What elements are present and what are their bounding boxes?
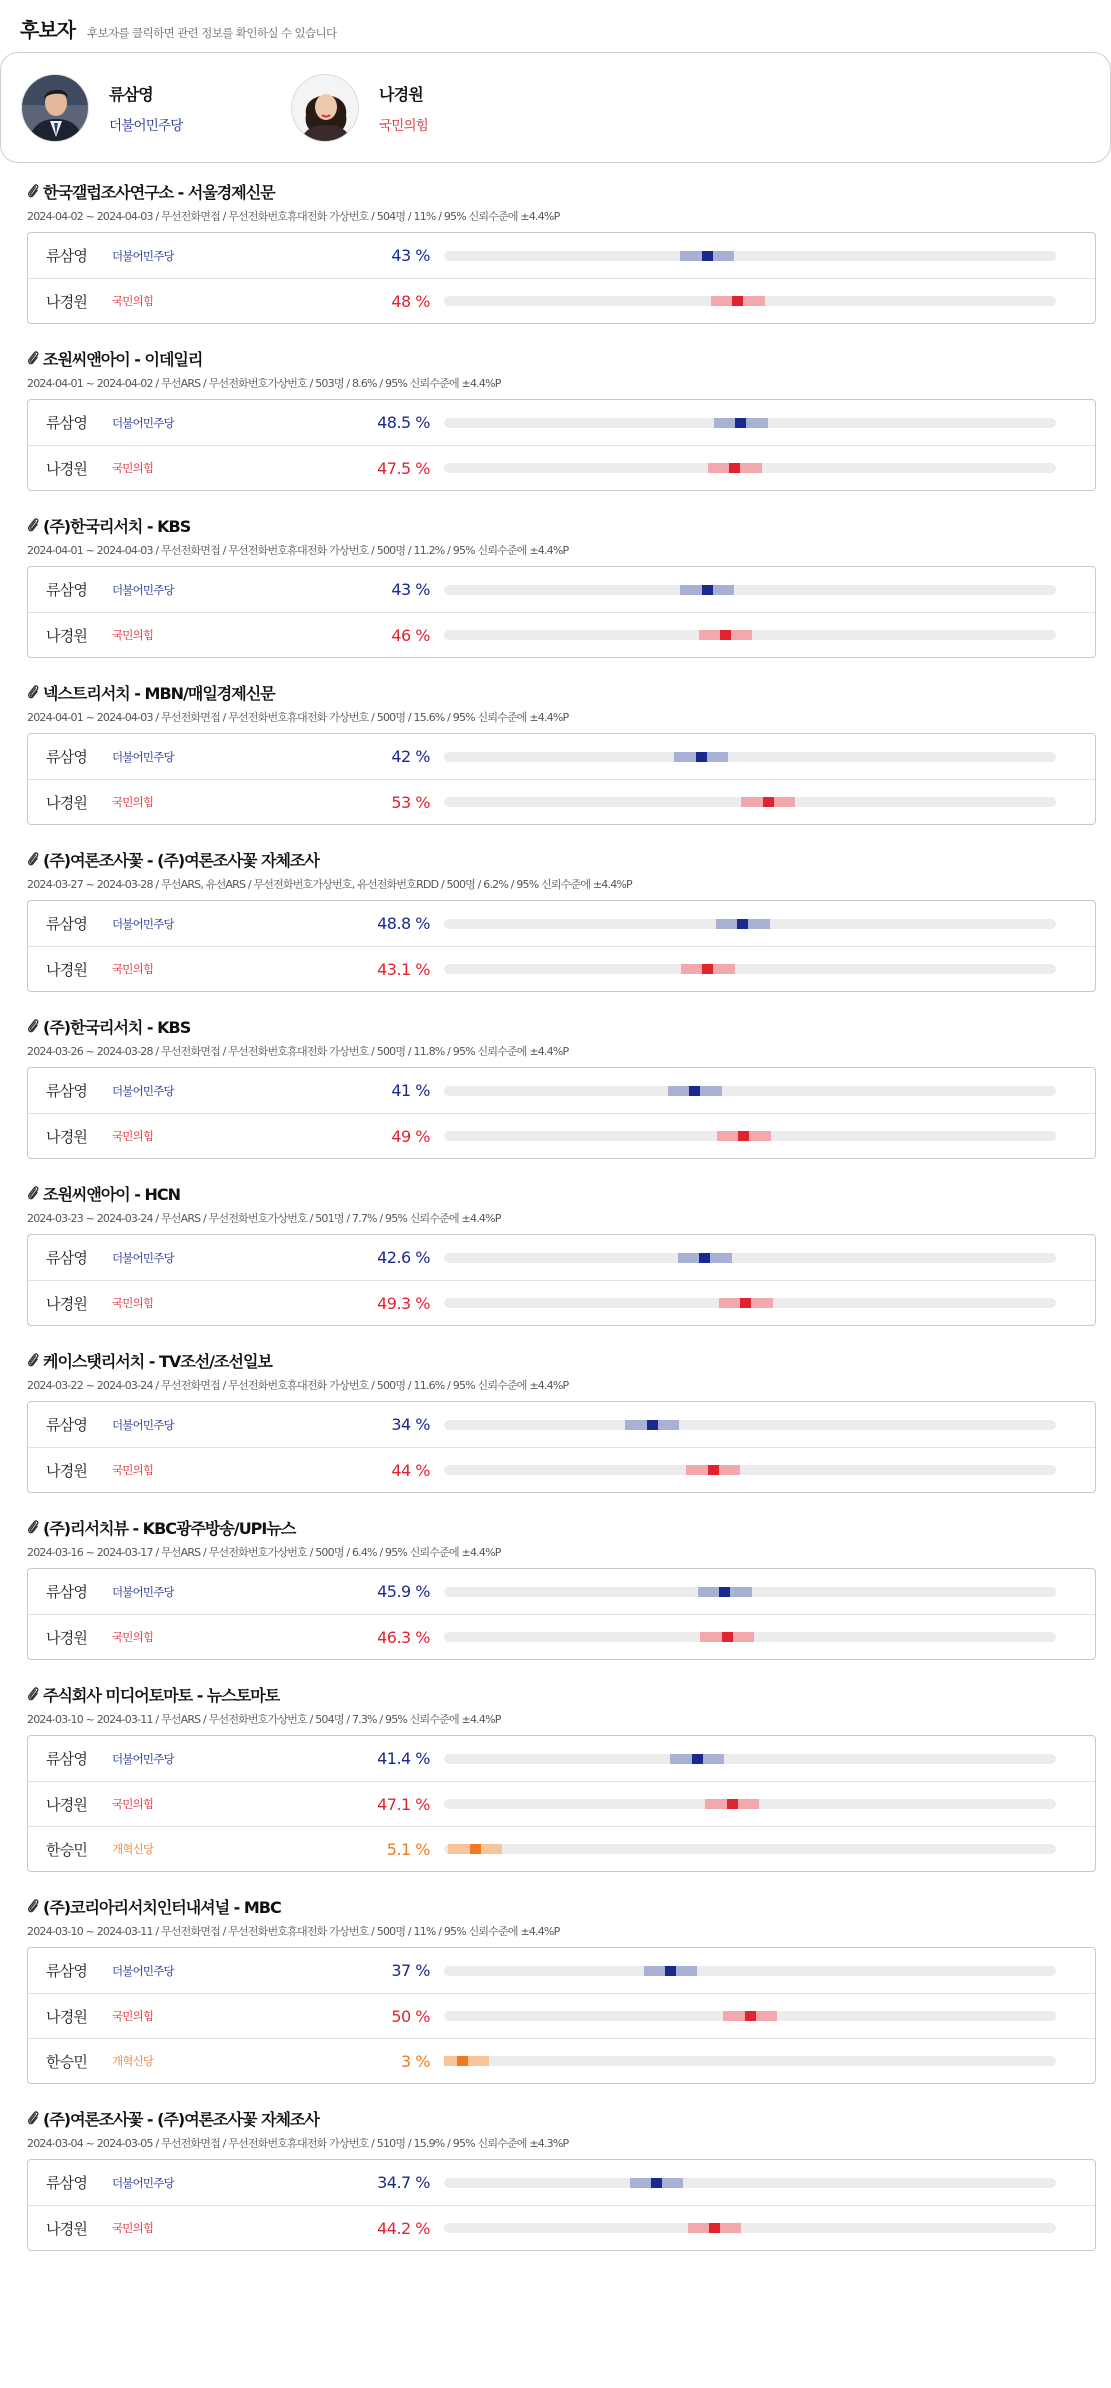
poll-results bbox=[27, 1401, 1096, 1493]
avatar[interactable] bbox=[291, 74, 359, 142]
result-row bbox=[28, 445, 1095, 490]
value-marker bbox=[763, 797, 774, 807]
avatar[interactable] bbox=[21, 74, 89, 142]
result-row bbox=[28, 2205, 1095, 2250]
row-candidate-name: 류삼영 bbox=[46, 2174, 88, 2192]
result-row bbox=[28, 1447, 1095, 1492]
row-candidate-name: 류삼영 bbox=[46, 1249, 88, 1267]
bar-track bbox=[444, 1632, 1056, 1642]
bar-track bbox=[444, 1587, 1056, 1597]
row-party-name: 더불어민주당 bbox=[112, 1250, 174, 1265]
bar-track bbox=[444, 2056, 1056, 2066]
value-marker bbox=[745, 2011, 756, 2021]
value-marker bbox=[665, 1966, 676, 1976]
poll-block bbox=[27, 513, 1096, 658]
value-marker bbox=[735, 418, 746, 428]
row-candidate-name: 류삼영 bbox=[46, 581, 88, 599]
result-row bbox=[28, 567, 1095, 612]
row-party-name: 더불어민주당 bbox=[112, 1963, 174, 1978]
result-row bbox=[28, 612, 1095, 657]
poll-title-text: 조원씨앤아이 - 이데일리 bbox=[43, 349, 203, 369]
row-candidate-name: 나경원 bbox=[46, 1795, 88, 1814]
row-party-name: 국민의힘 bbox=[112, 1463, 154, 1477]
value-marker bbox=[702, 251, 713, 261]
row-candidate-name: 나경원 bbox=[46, 1461, 88, 1480]
poll-title-text: 넥스트리서치 - MBN/매일경제신문 bbox=[43, 683, 275, 703]
value-marker bbox=[651, 2178, 662, 2188]
poll-title-text: 주식회사 미디어토마토 - 뉴스토마토 bbox=[43, 1685, 280, 1705]
candidates-header bbox=[0, 0, 1111, 46]
poll-results bbox=[27, 1735, 1096, 1872]
bar-track bbox=[444, 2178, 1056, 2188]
value-marker bbox=[719, 1587, 730, 1597]
result-row bbox=[28, 2160, 1095, 2205]
row-candidate-name: 류삼영 bbox=[46, 1962, 88, 1980]
result-row bbox=[28, 779, 1095, 824]
paperclip-icon bbox=[27, 1686, 39, 1702]
row-party-name: 더불어민주당 bbox=[112, 582, 174, 597]
result-row bbox=[28, 1280, 1095, 1325]
value-marker bbox=[702, 585, 713, 595]
poll-meta: 2024-03-10 ~ 2024-03-11 / 무선전화면접 / 무선전화번호휴대전화 가상번호 / 500명 / 11% / 95% 신뢰수준에 ±4.4%P bbox=[27, 1925, 560, 1938]
row-value-label: 46.3 % bbox=[377, 1627, 430, 1647]
value-marker bbox=[737, 919, 748, 929]
poll-meta: 2024-03-10 ~ 2024-03-11 / 무선ARS / 무선전화번호가상번호 / 504명 / 7.3% / 95% 신뢰수준에 ±4.4%P bbox=[27, 1713, 501, 1726]
row-party-name: 더불어민주당 bbox=[112, 1417, 174, 1432]
value-marker bbox=[457, 2056, 468, 2066]
poll-title-text: 케이스탯리서치 - TV조선/조선일보 bbox=[43, 1351, 272, 1371]
poll-results bbox=[27, 566, 1096, 658]
poll-block bbox=[27, 2106, 1096, 2251]
row-candidate-name: 한승민 bbox=[46, 2052, 88, 2071]
poll-title-text: (주)한국리서치 - KBS bbox=[43, 516, 191, 536]
row-party-name: 더불어민주당 bbox=[112, 1751, 174, 1766]
poll-title[interactable] bbox=[27, 1348, 1096, 1372]
row-candidate-name: 나경원 bbox=[46, 960, 88, 979]
bar-track bbox=[444, 1253, 1056, 1263]
poll-title-text: (주)리서치뷰 - KBC광주방송/UPI뉴스 bbox=[43, 1518, 296, 1538]
poll-title[interactable] bbox=[27, 680, 1096, 704]
bar-track bbox=[444, 752, 1056, 762]
row-value-label: 42.6 % bbox=[377, 1248, 430, 1267]
bar-track bbox=[444, 1131, 1056, 1141]
bar-track bbox=[444, 1844, 1056, 1854]
poll-meta: 2024-03-23 ~ 2024-03-24 / 무선ARS / 무선전화번호가상번호 / 501명 / 7.7% / 95% 신뢰수준에 ±4.4%P bbox=[27, 1212, 501, 1225]
poll-block bbox=[27, 1348, 1096, 1493]
value-marker bbox=[689, 1086, 700, 1096]
poll-block bbox=[27, 1515, 1096, 1660]
poll-results bbox=[27, 733, 1096, 825]
bar-track bbox=[444, 418, 1056, 428]
row-candidate-name: 류삼영 bbox=[46, 1583, 88, 1601]
result-row bbox=[28, 946, 1095, 991]
value-marker bbox=[692, 1754, 703, 1764]
poll-results bbox=[27, 2159, 1096, 2251]
poll-results bbox=[27, 900, 1096, 992]
poll-results bbox=[27, 232, 1096, 324]
row-party-name: 국민의힘 bbox=[112, 1630, 154, 1644]
row-candidate-name: 나경원 bbox=[46, 1628, 88, 1647]
poll-title-text: (주)한국리서치 - KBS bbox=[43, 1017, 191, 1037]
row-value-label: 53 % bbox=[391, 792, 430, 812]
candidate-item-na[interactable] bbox=[291, 74, 561, 142]
value-marker bbox=[732, 296, 743, 306]
row-value-label: 49 % bbox=[391, 1126, 430, 1146]
result-row bbox=[28, 1948, 1095, 1993]
bar-track bbox=[444, 296, 1056, 306]
row-value-label: 42 % bbox=[391, 747, 430, 766]
bar-track bbox=[444, 251, 1056, 261]
poll-block bbox=[27, 680, 1096, 825]
result-row bbox=[28, 1235, 1095, 1280]
poll-block bbox=[27, 346, 1096, 491]
row-party-name: 개혁신당 bbox=[112, 2054, 154, 2068]
row-value-label: 47.1 % bbox=[377, 1794, 430, 1814]
poll-title-text: (주)여론조사꽃 - (주)여론조사꽃 자체조사 bbox=[43, 850, 319, 870]
row-candidate-name: 나경원 bbox=[46, 459, 88, 478]
row-candidate-name: 류삼영 bbox=[46, 748, 88, 766]
value-marker bbox=[699, 1253, 710, 1263]
poll-block bbox=[27, 1014, 1096, 1159]
row-party-name: 더불어민주당 bbox=[112, 1584, 174, 1599]
candidate-name: 나경원 bbox=[379, 84, 423, 104]
row-party-name: 국민의힘 bbox=[112, 1797, 154, 1811]
candidate-party: 국민의힘 bbox=[379, 117, 428, 134]
poll-block bbox=[27, 1894, 1096, 2084]
row-value-label: 34 % bbox=[391, 1415, 430, 1434]
poll-title[interactable] bbox=[27, 1181, 1096, 1205]
row-candidate-name: 나경원 bbox=[46, 2219, 88, 2238]
candidate-card bbox=[0, 52, 1111, 163]
bar-track bbox=[444, 2223, 1056, 2233]
result-row bbox=[28, 734, 1095, 779]
poll-results bbox=[27, 1947, 1096, 2084]
row-candidate-name: 나경원 bbox=[46, 793, 88, 812]
result-row bbox=[28, 1826, 1095, 1871]
result-row bbox=[28, 2038, 1095, 2083]
section-hint: 후보자를 클릭하면 관련 정보를 확인하실 수 있습니다 bbox=[86, 26, 337, 40]
bar-track bbox=[444, 1754, 1056, 1764]
poll-meta: 2024-03-04 ~ 2024-03-05 / 무선전화면접 / 무선전화번호휴대전화 가상번호 / 510명 / 15.9% / 95% 신뢰수준에 ±4.3%P bbox=[27, 2137, 569, 2150]
value-marker bbox=[722, 1632, 733, 1642]
row-candidate-name: 나경원 bbox=[46, 1127, 88, 1146]
row-party-name: 더불어민주당 bbox=[112, 916, 174, 931]
row-party-name: 개혁신당 bbox=[112, 1842, 154, 1856]
paperclip-icon bbox=[27, 517, 39, 533]
bar-track bbox=[444, 919, 1056, 929]
row-candidate-name: 나경원 bbox=[46, 1294, 88, 1313]
poll-results bbox=[27, 399, 1096, 491]
row-party-name: 국민의힘 bbox=[112, 1129, 154, 1143]
paperclip-icon bbox=[27, 183, 39, 199]
poll-results bbox=[27, 1234, 1096, 1326]
poll-title[interactable] bbox=[27, 179, 1096, 203]
poll-meta: 2024-04-01 ~ 2024-04-03 / 무선전화면접 / 무선전화번호휴대전화 가상번호 / 500명 / 15.6% / 95% 신뢰수준에 ±4.4%P bbox=[27, 711, 569, 724]
poll-title[interactable] bbox=[27, 346, 1096, 370]
row-value-label: 44 % bbox=[391, 1460, 430, 1480]
value-marker bbox=[738, 1131, 749, 1141]
bar-track bbox=[444, 1086, 1056, 1096]
row-party-name: 더불어민주당 bbox=[112, 1083, 174, 1098]
poll-meta: 2024-04-02 ~ 2024-04-03 / 무선전화면접 / 무선전화번호휴대전화 가상번호 / 504명 / 11% / 95% 신뢰수준에 ±4.4%P bbox=[27, 210, 560, 223]
paperclip-icon bbox=[27, 851, 39, 867]
bar-track bbox=[444, 1420, 1056, 1430]
poll-title[interactable] bbox=[27, 1515, 1096, 1539]
bar-track bbox=[444, 630, 1056, 640]
candidate-party: 더불어민주당 bbox=[109, 117, 183, 134]
row-value-label: 41 % bbox=[391, 1081, 430, 1100]
poll-block bbox=[27, 1682, 1096, 1872]
bar-track bbox=[444, 1966, 1056, 1976]
candidate-photo bbox=[292, 75, 359, 142]
result-row bbox=[28, 233, 1095, 278]
row-candidate-name: 류삼영 bbox=[46, 1750, 88, 1768]
bar-track bbox=[444, 964, 1056, 974]
bar-track bbox=[444, 2011, 1056, 2021]
candidate-item-ryu[interactable] bbox=[21, 74, 291, 142]
result-row bbox=[28, 1781, 1095, 1826]
value-marker bbox=[720, 630, 731, 640]
result-row bbox=[28, 901, 1095, 946]
bar-track bbox=[444, 1298, 1056, 1308]
row-party-name: 국민의힘 bbox=[112, 2221, 154, 2235]
row-value-label: 43.1 % bbox=[377, 959, 430, 979]
result-row bbox=[28, 400, 1095, 445]
row-party-name: 국민의힘 bbox=[112, 795, 154, 809]
bar-track bbox=[444, 1465, 1056, 1475]
value-marker bbox=[708, 1465, 719, 1475]
poll-title[interactable] bbox=[27, 513, 1096, 537]
poll-title[interactable] bbox=[27, 1014, 1096, 1038]
poll-meta: 2024-04-01 ~ 2024-04-02 / 무선ARS / 무선전화번호가상번호 / 503명 / 8.6% / 95% 신뢰수준에 ±4.4%P bbox=[27, 377, 501, 390]
row-party-name: 국민의힘 bbox=[112, 2009, 154, 2023]
poll-title-text: 조원씨앤아이 - HCN bbox=[43, 1184, 181, 1204]
row-value-label: 45.9 % bbox=[377, 1582, 430, 1601]
paperclip-icon bbox=[27, 1898, 39, 1914]
row-candidate-name: 류삼영 bbox=[46, 1082, 88, 1100]
row-candidate-name: 류삼영 bbox=[46, 247, 88, 265]
row-value-label: 48.8 % bbox=[377, 914, 430, 933]
bar-track bbox=[444, 1799, 1056, 1809]
row-party-name: 더불어민주당 bbox=[112, 2175, 174, 2190]
row-value-label: 43 % bbox=[391, 246, 430, 265]
bar-track bbox=[444, 463, 1056, 473]
poll-meta: 2024-03-27 ~ 2024-03-28 / 무선ARS, 유선ARS / 무선전화번호가상번호, 유선전화번호RDD / 500명 / 6.2% / 95% 신뢰수준에 ±4.4%P bbox=[27, 878, 632, 891]
row-party-name: 국민의힘 bbox=[112, 1296, 154, 1310]
value-marker bbox=[740, 1298, 751, 1308]
row-value-label: 46 % bbox=[391, 625, 430, 645]
paperclip-icon bbox=[27, 1185, 39, 1201]
value-marker bbox=[470, 1844, 481, 1854]
paperclip-icon bbox=[27, 684, 39, 700]
poll-meta: 2024-04-01 ~ 2024-04-03 / 무선전화면접 / 무선전화번호휴대전화 가상번호 / 500명 / 11.2% / 95% 신뢰수준에 ±4.4%P bbox=[27, 544, 569, 557]
row-party-name: 더불어민주당 bbox=[112, 248, 174, 263]
row-value-label: 50 % bbox=[391, 2006, 430, 2026]
section-title: 후보자 bbox=[20, 18, 75, 42]
result-row bbox=[28, 1113, 1095, 1158]
poll-title-text: 한국갤럽조사연구소 - 서울경제신문 bbox=[43, 182, 275, 202]
result-row bbox=[28, 1068, 1095, 1113]
poll-meta: 2024-03-26 ~ 2024-03-28 / 무선전화면접 / 무선전화번호휴대전화 가상번호 / 500명 / 11.8% / 95% 신뢰수준에 ±4.4%P bbox=[27, 1045, 569, 1058]
paperclip-icon bbox=[27, 2110, 39, 2126]
result-row bbox=[28, 1569, 1095, 1614]
row-value-label: 37 % bbox=[391, 1961, 430, 1980]
poll-block bbox=[27, 179, 1096, 324]
row-value-label: 47.5 % bbox=[377, 458, 430, 478]
row-party-name: 더불어민주당 bbox=[112, 749, 174, 764]
value-marker bbox=[696, 752, 707, 762]
row-value-label: 5.1 % bbox=[386, 1839, 430, 1859]
candidate-name: 류삼영 bbox=[109, 84, 153, 104]
result-row bbox=[28, 1993, 1095, 2038]
poll-title[interactable] bbox=[27, 2106, 1096, 2130]
row-value-label: 48.5 % bbox=[377, 413, 430, 432]
row-candidate-name: 나경원 bbox=[46, 626, 88, 645]
row-value-label: 43 % bbox=[391, 580, 430, 599]
poll-block bbox=[27, 847, 1096, 992]
poll-list bbox=[27, 179, 1096, 2273]
value-marker bbox=[709, 2223, 720, 2233]
value-marker bbox=[647, 1420, 658, 1430]
poll-title-text: (주)코리아리서치인터내셔널 - MBC bbox=[43, 1897, 281, 1917]
value-marker bbox=[729, 463, 740, 473]
candidate-photo bbox=[22, 75, 89, 142]
paperclip-icon bbox=[27, 1352, 39, 1368]
row-candidate-name: 류삼영 bbox=[46, 915, 88, 933]
poll-title[interactable] bbox=[27, 847, 1096, 871]
value-marker bbox=[702, 964, 713, 974]
row-candidate-name: 류삼영 bbox=[46, 414, 88, 432]
row-party-name: 국민의힘 bbox=[112, 294, 154, 308]
poll-meta: 2024-03-22 ~ 2024-03-24 / 무선전화면접 / 무선전화번호휴대전화 가상번호 / 500명 / 11.6% / 95% 신뢰수준에 ±4.4%P bbox=[27, 1379, 569, 1392]
row-party-name: 더불어민주당 bbox=[112, 415, 174, 430]
row-candidate-name: 한승민 bbox=[46, 1840, 88, 1859]
result-row bbox=[28, 1614, 1095, 1659]
poll-title[interactable] bbox=[27, 1682, 1096, 1706]
paperclip-icon bbox=[27, 1018, 39, 1034]
row-value-label: 49.3 % bbox=[377, 1293, 430, 1313]
result-row bbox=[28, 278, 1095, 323]
poll-title[interactable] bbox=[27, 1894, 1096, 1918]
value-marker bbox=[727, 1799, 738, 1809]
result-row bbox=[28, 1736, 1095, 1781]
row-party-name: 국민의힘 bbox=[112, 461, 154, 475]
row-candidate-name: 나경원 bbox=[46, 292, 88, 311]
poll-results bbox=[27, 1067, 1096, 1159]
row-candidate-name: 류삼영 bbox=[46, 1416, 88, 1434]
bar-track bbox=[444, 797, 1056, 807]
poll-meta: 2024-03-16 ~ 2024-03-17 / 무선ARS / 무선전화번호가상번호 / 500명 / 6.4% / 95% 신뢰수준에 ±4.4%P bbox=[27, 1546, 501, 1559]
row-value-label: 41.4 % bbox=[377, 1749, 430, 1768]
poll-title-text: (주)여론조사꽃 - (주)여론조사꽃 자체조사 bbox=[43, 2109, 319, 2129]
row-candidate-name: 나경원 bbox=[46, 2007, 88, 2026]
row-party-name: 국민의힘 bbox=[112, 962, 154, 976]
paperclip-icon bbox=[27, 1519, 39, 1535]
row-value-label: 3 % bbox=[401, 2051, 430, 2071]
paperclip-icon bbox=[27, 350, 39, 366]
poll-results bbox=[27, 1568, 1096, 1660]
result-row bbox=[28, 1402, 1095, 1447]
row-value-label: 34.7 % bbox=[377, 2173, 430, 2192]
row-value-label: 48 % bbox=[391, 291, 430, 311]
row-value-label: 44.2 % bbox=[377, 2218, 430, 2238]
bar-track bbox=[444, 585, 1056, 595]
poll-block bbox=[27, 1181, 1096, 1326]
row-party-name: 국민의힘 bbox=[112, 628, 154, 642]
